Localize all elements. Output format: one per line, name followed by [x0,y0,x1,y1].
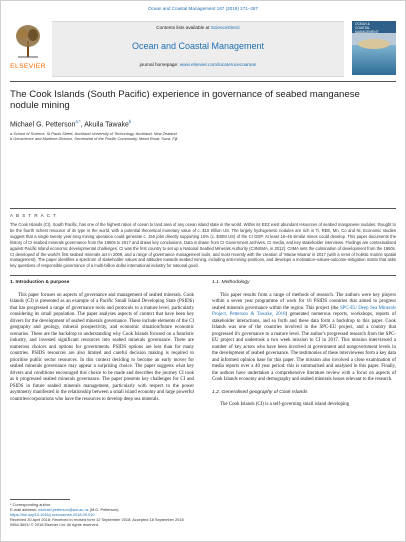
author-affiliation-marker: b [128,119,132,124]
cover-image [352,45,396,75]
elsevier-logo [10,21,46,75]
author-affiliation-marker: a,* [75,119,81,124]
affiliation-b: b Geoscience and Maritime Division, Secretariat of the Pacific Community, Mead Road, Suva, Fiji [10,136,178,141]
email-link[interactable]: michael.petterson@aut.ac.nz [38,507,89,512]
intro-paragraph: This paper focuses on aspects of governance and management of seabed minerals. Cook Islands (CI) is presented as an example of a Pacific Small Island Developing State (PSIDS) that has progressed a range of governance tools and protocols to a mature level, particularly considering its small population. The paper analyses aspects of context that have been key drivers for the development of seabed minerals governance. These include elements of the CI geography and geology, mineral prospectivity, and economic situation/future economic scenarios. These are the backdrop to understanding why Cook Islands focused on a futuristic industry, and invested significant resources into seabed minerals governance. There are numerous choices and options for governments. PSIDS options are less than for many countries. PSIDS resources are also limited and careful decision making is required to prioritise public sector resources. In this context deciding to become an early mover for seabed minerals governance may appear a surprising choice. The paper suggests what key drivers and conditions encouraged this choice to be made and describes the journey CI took as it progressed seabed minerals governance. The paper presents key challenges for CI and PSIDS in future seabed minerals management, particularly with respect to the power asymmetry manifested in the relationship between a small island economy and large powerful countries/corporations who have the resources to develop deep sea minerals. [10,292,194,402]
email-prefix: E-mail address: [10,507,38,512]
journal-homepage-link[interactable]: www.elsevier.com/locate/ocecoaman [179,62,257,67]
footnote-rule [10,499,70,500]
subsection-heading-geography: 1.2. Generalised geography of Cook Islands [212,389,308,395]
email-suffix: (M.G. Petterson). [89,507,120,512]
cover-title-line-1: OCEAN & [355,22,370,26]
doi-link[interactable]: https://doi.org/10.1016/j.ocecoaman.2018.09.010 [10,512,95,517]
author-name[interactable]: Akuila Tawake [84,121,129,129]
subsection-heading-methodology: 1.1. Methodology [212,280,250,285]
cover-title [355,23,393,34]
abstract-heading: A B S T R A C T [10,213,57,218]
cover-island [358,39,390,49]
left-column [10,280,194,403]
geography-paragraph: The Cook Islands (CI) is a self-governing small island developing [220,402,350,407]
journal-reference: Ocean and Coastal Management 167 (2019) 271–287 [147,6,259,11]
journal-title: Ocean and Coastal Management [131,41,265,51]
publisher-name: ELSEVIER [10,63,46,70]
copyright-line: 0964-5691/ © 2018 Elsevier Ltd. All rights reserved. [10,522,99,527]
header-divider [10,81,396,82]
abstract-text: The Cook Islands (CI), South Pacific, has one of the highest ratios of ocean to land area of any ocean island state in the world. Within its EEZ exist abundant resources of seabed manganese nodules, thought to be the fourth richest resource of its type in the world, with a potential theoretical monetary value of c. $10 trillion US. The largely hydrogenetic nodules are rich in Ti, REE, Mn, Co and Ni. Economic studies suggest that a single twenty year-long mining operation could generate c. 150 jobs directly supporting 15% (c. $40M US) of the CI GDP. At least 18–46 similar mines could develop. This paper documents the history of CI seabed minerals governance from the 1960s to 2017 and draws key conclusions. Data is drawn from CI Government archives, CI media, and key stakeholder interviews. Findings are contextualised against Pacific Island economic developmental challenges. CI was the first country to set up a National Seabed Minerals Authority (CIINSMA, in 2012). CIIMA sets the culmination of development from the 1960s. CI developed of the world's first seabed minerals act in 2009, and a range of governance management tools, and most recently with the creation of 'Marae Moana' in 2017 (with a remit of holistic marine spatial management). The paper identifies a spectrum of stakeholder values and attitudes towards seabed mining, including anti-mining positions, and develops a motivation–values-outcome-mitigation matrix that asks key questions of responsible governance of a multi-billion dollar international industry for national good. [10,222,396,269]
sciencedirect-link[interactable]: ScienceDirect [210,25,240,30]
journal-header [10,21,396,75]
article-title: The Cook Islands (South Pacific) experience in governance of seabed manganese nodule mining [10,89,360,111]
footnotes [10,499,194,527]
homepage-prefix: journal homepage: [139,62,179,67]
cover-title-line-3: MANAGEMENT [355,29,379,34]
journal-cover-thumbnail[interactable] [352,21,396,75]
section-heading: 1. Introduction & purpose [10,280,70,285]
methodology-text-start: This paper results from a range of methods of research. The authors were key players within a seven year programme of work for 16 PSIDS countries that aimed to progress seabed minerals governance within the region. This project (the [212,292,396,311]
received-dates: Received 30 April 2018; Received in revised form 12 September 2018; Accepted 18 September 2018 [10,517,184,522]
abstract-bottom-rule [10,275,396,276]
author-name[interactable]: Michael G. Petterson [10,121,76,129]
corresponding-author-note: * Corresponding author. [10,502,52,507]
contents-line [52,25,344,30]
homepage-line [52,62,344,67]
methodology-text-rest: ) generated numerous reports, workshops, reports of stakeholder interactions, and so forth and these data form a backdrop to this paper. Cook Islands was one of the countries involved in the SPC-EU project, and a country that progressed it's governance to a mature level. The author's progressed research from the SPC-EU project and undertook a two week mission to CI in 2017. This mission interviewed a number of key actors who have been involved at government and nongovernment levels in the development of seabed governance. The testimonies of these interviewees form a key data and informed opinion base for this paper. The mission also involved a close examination of media reports over a 40 year period: this is summarised and analysed in this paper. Finally, the authors have undertaken a comprehensive literature review with a focus on aspects of Cook Islands economy and demography and seabed minerals issues relevant to the research. [212,312,396,382]
right-column [212,280,396,409]
citation-link[interactable]: SPC-EU Deep Sea Minerals Project, Petterson & Tawake, 2018 [212,305,396,317]
abstract-top-rule [10,208,396,209]
affiliation-a: a School of Science, St Pauls Street, Auckland University of Technology, Auckland, New Zealand [10,131,177,136]
cover-title-line-2: COASTAL [355,25,371,30]
methodology-paragraph [212,293,396,384]
contents-prefix: Contents lists available at [156,25,210,30]
elsevier-tree-icon [14,23,42,59]
header-banner [52,21,344,77]
author-line: Michael G. Petterson$^{a,*}$, Akuila Tawake$^b$ [10,119,132,129]
